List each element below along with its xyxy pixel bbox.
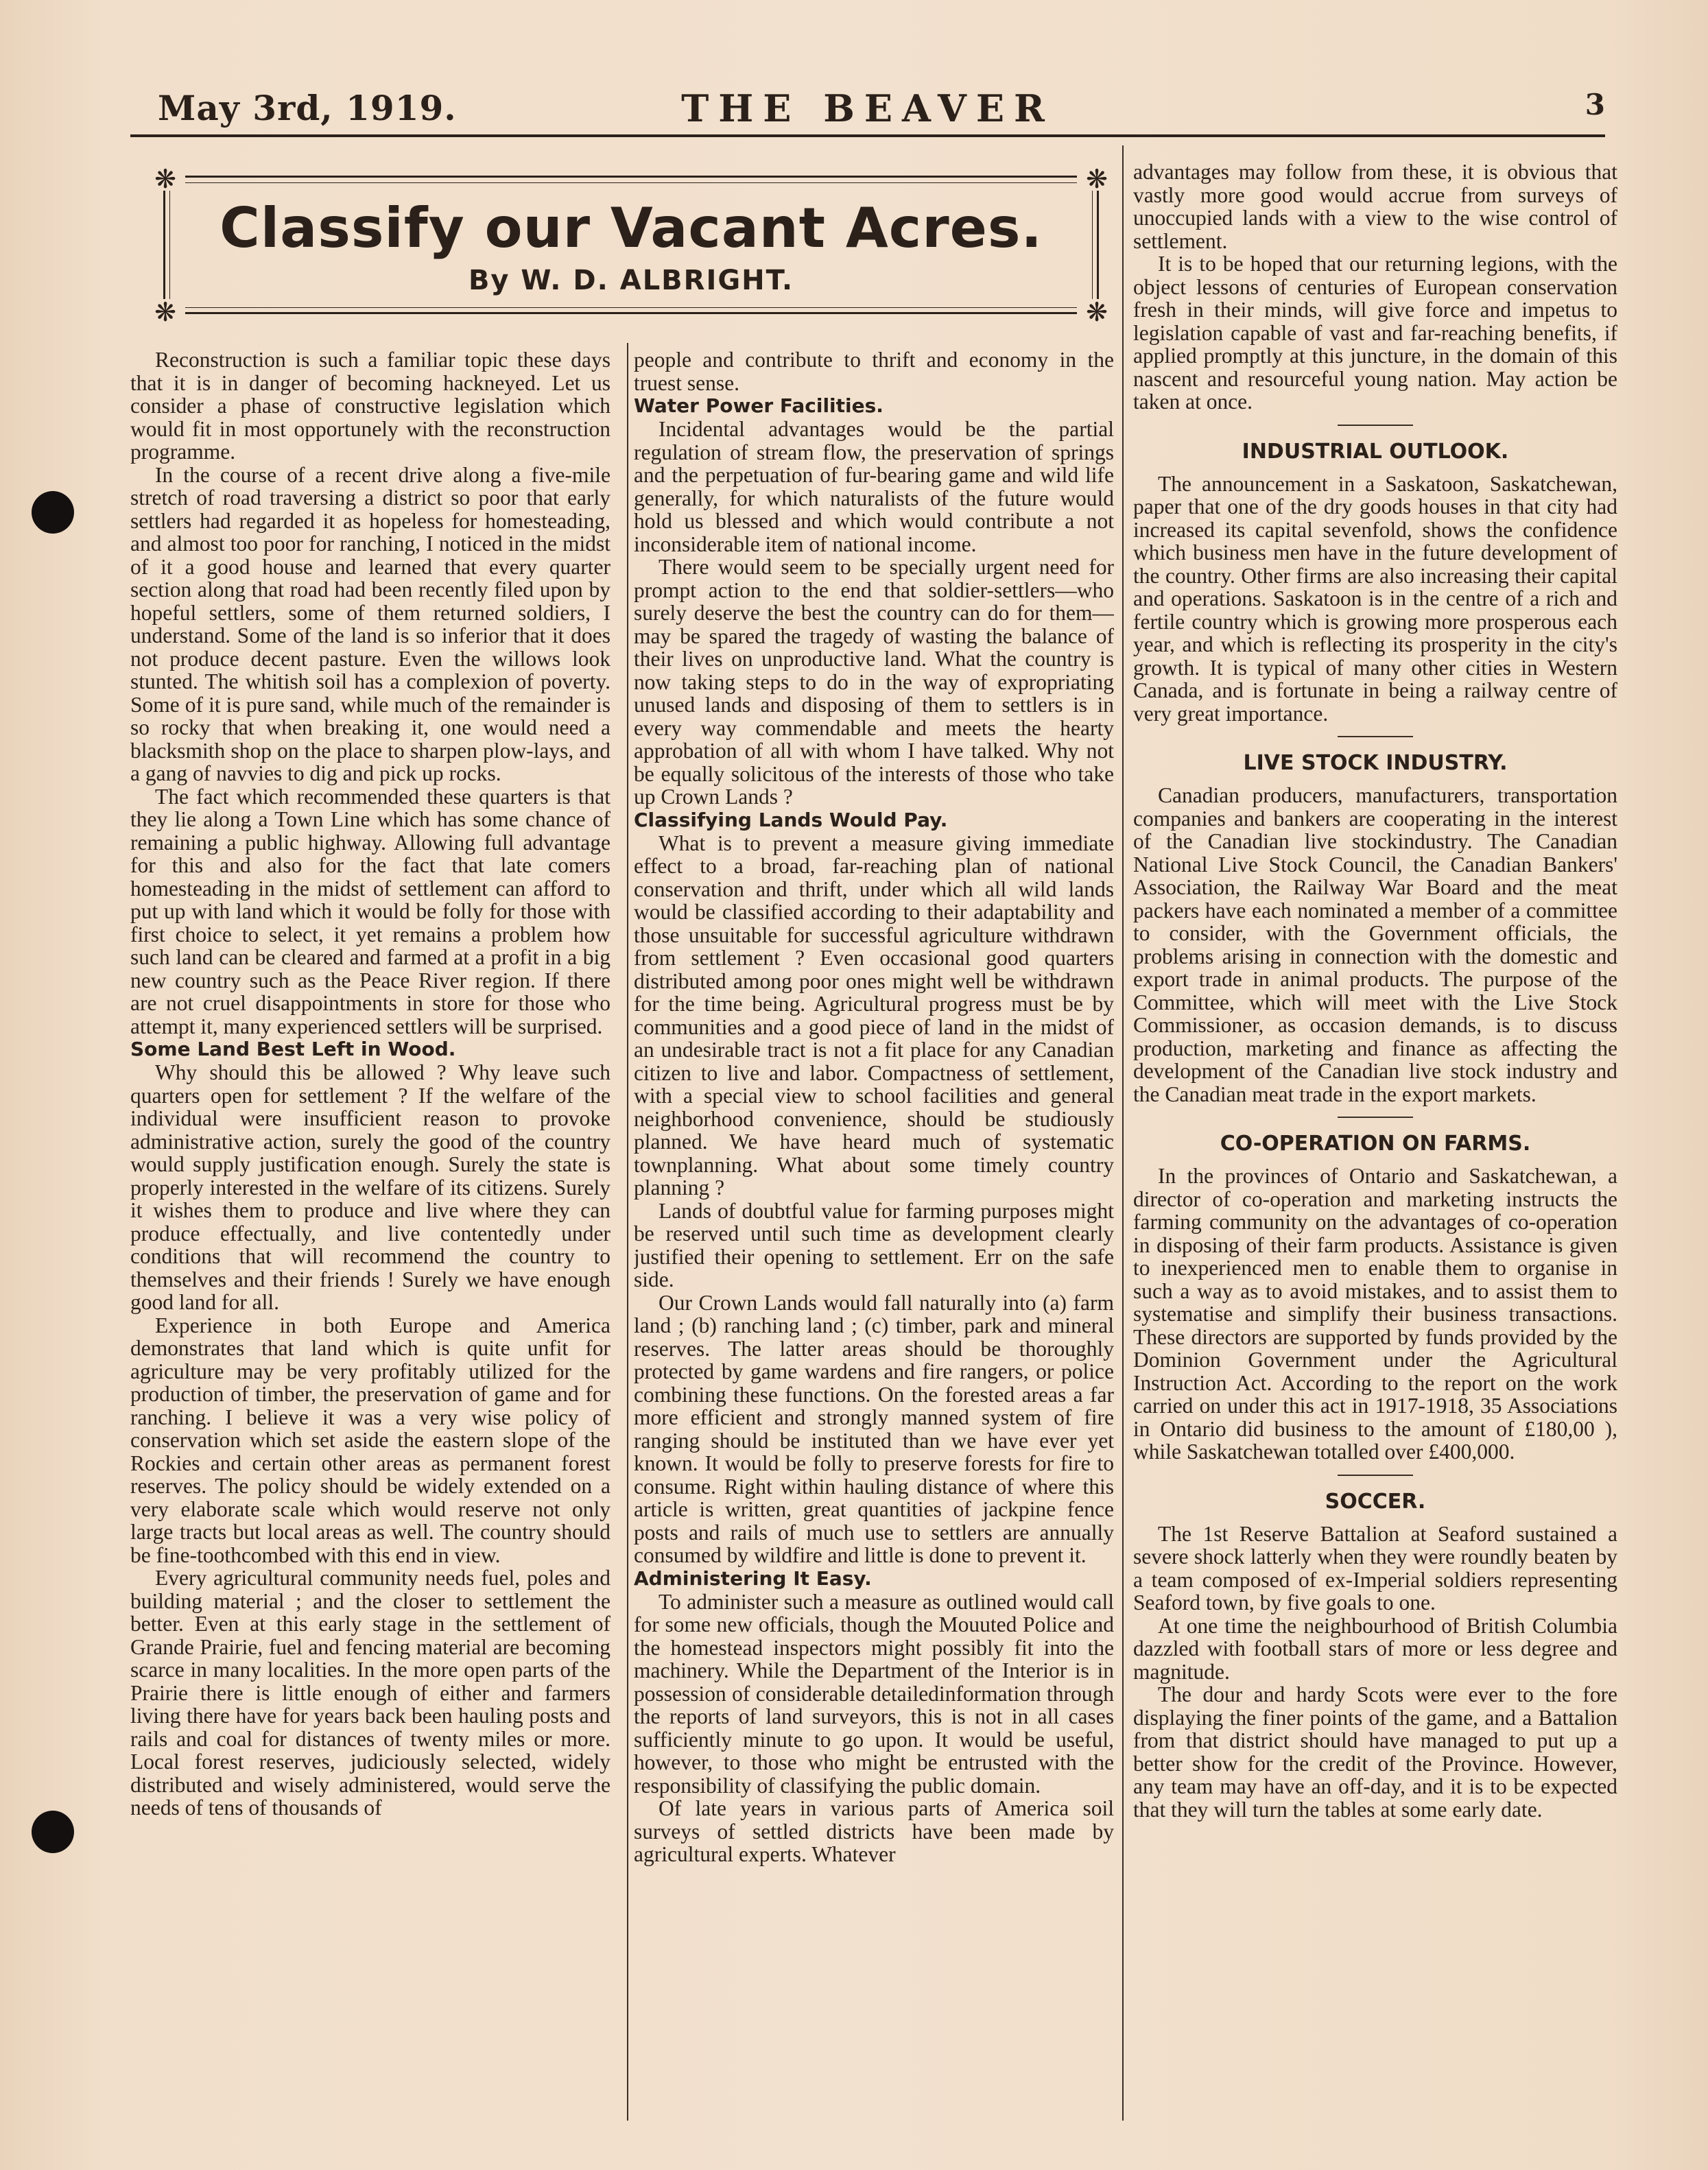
header-rule	[130, 134, 1605, 137]
column-divider-left	[627, 343, 628, 2121]
binder-hole	[32, 1811, 74, 1853]
masthead: THE BEAVER	[681, 86, 1054, 130]
column-divider-right	[1122, 145, 1124, 2121]
corner-ornament-icon: ❋	[1086, 297, 1108, 327]
paragraph: The dour and hardy Scots were ever to the fore displaying the finer points of the game, and a Battalion from that district should have managed to put up a better show for the credit of the Province. However, any team may have an off-day, and it is to be expected that they will turn the tables at some early date.	[1133, 1682, 1617, 1822]
title-box-bottom-rule	[185, 312, 1077, 314]
article-title: Classify our Vacant Acres.	[220, 196, 1043, 260]
title-box-left-rule	[163, 191, 165, 299]
paragraph: people and contribute to thrift and economy in the truest sense.	[634, 348, 1114, 395]
article-column-2	[634, 348, 1114, 2118]
page-number: 3	[1585, 88, 1605, 121]
paragraph: It is to be hoped that our returning legions, with the object lessons of centuries of European conservation fresh in their minds, will give force and impetus to legislation capable of vast and far-reaching benefits, if applied promptly at this juncture, in the domain of this nascent and resourceful young nation. May action be taken at once.	[1133, 252, 1617, 414]
paragraph: At one time the neighbourhood of British Columbia dazzled with football stars of more or less degree and magnitude.	[1133, 1613, 1617, 1684]
news-heading: CO-OPERATION ON FARMS.	[1220, 1132, 1531, 1156]
news-column-3	[1133, 160, 1617, 2122]
article-byline: By W. D. ALBRIGHT.	[468, 265, 794, 296]
section-separator	[1338, 1117, 1413, 1118]
paragraph: Why should this be allowed ? Why leave such quarters open for settlement ? If the welfare of the individual were insufficient reason to provoke administrative action, surely the good of the country would supply justification enough. Surely the state is properly interested in the welfare of its citizens. Surely it wishes them to produce and live where they can produce effectually, and live contentedly under conditions that will recommend the country to themselves and their friends ! Surely we have enough good land for all.	[130, 1060, 610, 1314]
section-separator	[1338, 425, 1413, 426]
paragraph: Experience in both Europe and America demonstrates that land which is quite unfit for agriculture may be very profitably utilized for the production of timber, the preservation of game and for ranching. I believe it was a very wise policy of conservation which set aside the eastern slope of the Rockies and certain other areas as permanent forest reserves. The policy should be widely extended on a very elaborate scale which would reserve not only large tracts but local areas as well. The country should be fine-toothcombed with this end in view.	[130, 1313, 610, 1567]
news-heading: LIVE STOCK INDUSTRY.	[1243, 751, 1508, 775]
corner-ornament-icon: ❋	[154, 164, 176, 194]
paragraph: The 1st Reserve Battalion at Seaford sustained a severe shock latterly when they were roundly beaten by a team composed of ex-Imperial soldiers representing Seaford town, by five goals to one.	[1133, 1521, 1617, 1614]
corner-ornament-icon: ❋	[1086, 164, 1108, 194]
title-box-right-rule-thin	[1092, 191, 1093, 299]
title-box-top-rule	[185, 176, 1077, 178]
title-box-right-rule	[1097, 191, 1099, 299]
title-box-bottom-rule-thin	[185, 307, 1077, 308]
title-box-left-rule-thin	[169, 191, 170, 299]
news-heading: SOCCER.	[1325, 1489, 1426, 1514]
paragraph: Every agricultural community needs fuel, poles and building material ; and the closer to settlement the better. Even at this early stage in the settlement of Grande Prairie, fuel and fencing material are becoming scarce in many localities. In the more open parts of the Prairie there is little enough of either and farmers living there have for years back been hauling posts and rails and coal for distances of twenty miles or more. Local forest reserves, judiciously selected, widely distributed and wisely administered, would serve the needs of tens of thousands of	[130, 1566, 610, 1820]
article-column-1	[130, 348, 610, 2118]
paragraph: Canadian producers, manufacturers, transportation companies and bankers are cooperating in the interest of the Canadian live stockindustry. The Canadian National Live Stock Council, the Canadian Bankers' Association, the Railway War Board and the meat packers have each nominated a member of a committee to consider, with the Government officials, the problems arising in connection with the domestic and export trade in animal products. The purpose of the Committee, which will meet with the Live Stock Commissioner, as occasion demands, is to discuss production, marketing and finance as affecting the development of the Canadian live stock industry and the Canadian meat trade in the export markets.	[1133, 783, 1617, 1106]
paragraph: To administer such a measure as outlined would call for some new officials, though the Mouuted Police and the homestead inspectors might possibly fit into the machinery. While the Department of the Interior is in possession of considerable detailedinformation through the reports of land surveyors, this is not in all cases sufficiently minute to go upon. It would be useful, however, to those who might be entrusted with the responsibility of classifying the public domain.	[634, 1589, 1114, 1798]
section-subheading: Classifying Lands Would Pay.	[634, 808, 948, 831]
article-title-box	[151, 163, 1111, 326]
page-header	[130, 81, 1605, 136]
section-subheading: Water Power Facilities.	[634, 394, 883, 417]
corner-ornament-icon: ❋	[154, 297, 176, 327]
news-heading: INDUSTRIAL OUTLOOK.	[1242, 439, 1509, 464]
binder-hole	[32, 491, 74, 534]
paragraph: What is to prevent a measure giving immediate effect to a broad, far-reaching plan of national conservation and thrift, under which all wild lands would be classified according to their adaptability and those unsuitable for successful agriculture withdrawn from settlement ? Even occasional good quarters distributed among poor ones might well be withdrawn for the time being. Agricultural progress must be by communities and a good piece of land in the midst of an undesirable tract is not a fit place for any Canadian citizen to live and labor. Compactness of settlement, with a special view to school facilities and general neighborhood convenience, should be studiously planned. We have heard much of systematic townplanning. What about some timely country planning ?	[634, 831, 1114, 1200]
issue-date: May 3rd, 1919.	[158, 88, 457, 128]
paragraph: In the course of a recent drive along a five-mile stretch of road traversing a district so poor that early settlers had regarded it as hopeless for homesteading, and almost too poor for ranching, I noticed in the midst of it a good house and learned that every quarter section along that road had been recently filed upon by hopeful settlers, some of them returned soldiers, I understand. Some of the land is so inferior that it does not produce decent pasture. Even the willows look stunted. The whitish soil has a complexion of poverty. Some of it is pure sand, while much of the remainder is so rocky that when breaking it, one would need a blacksmith shop on the place to sharpen plow-lays, and a gang of navvies to dig and pick up rocks.	[130, 462, 610, 785]
paragraph: The announcement in a Saskatoon, Saskatchewan, paper that one of the dry goods houses in that city had increased its capital sevenfold, shows the confidence which business men have in the future development of the country. Other firms are also increasing their capital and operations. Saskatoon is in the centre of a rich and fertile country which is growing more prosperous each year, and which is reflecting its prosperity in the city's growth. It is typical of many other cities in Western Canada, and is fortunate in being a railway centre of very great importance.	[1133, 471, 1617, 726]
paragraph: Incidental advantages would be the partial regulation of stream flow, the preservation of springs and the perpetuation of fur-bearing game and wild life generally, for which naturalists of the future would hold us blessed and which would contribute a not inconsiderable item of national income.	[634, 417, 1114, 556]
paragraph: Lands of doubtful value for farming purposes might be reserved until such time as development clearly justified their opening to settlement. Err on the safe side.	[634, 1198, 1114, 1291]
paragraph: advantages may follow from these, it is obvious that vastly more good would accrue from surveys of unoccupied lands with a view to the wise control of settlement.	[1133, 160, 1617, 253]
section-subheading: Some Land Best Left in Wood.	[130, 1038, 456, 1060]
section-separator	[1338, 1475, 1413, 1476]
paragraph: There would seem to be specially urgent need for prompt action to the end that soldier-settlers—who surely deserve the best the country can do for them—may be spared the tragedy of wasting the balance of their lives on unproductive land. What the country is now taking steps to do in the way of expropriating unused lands and disposing of them to settlers is in every way commendable and meets the hearty approbation of all with whom I have talked. Why not be equally solicitous of the interests of those who take up Crown Lands ?	[634, 555, 1114, 809]
paragraph: Our Crown Lands would fall naturally into (a) farm land ; (b) ranching land ; (c) timber, park and mineral reserves. The latter areas should be thoroughly protected by game wardens and fire rangers, or police combining these functions. On the forested areas a far more efficient and strongly manned system of fire ranging should be instituted than we have ever yet known. It would be folly to preserve forests for fire to consume. Right within hauling distance of where this article is written, great quantities of jackpine fence posts and rails of much use to settlers are annually consumed by wildfire and little is done to prevent it.	[634, 1290, 1114, 1567]
paragraph: The fact which recommended these quarters is that they lie along a Town Line which has some chance of remaining a public highway. Allowing full advantage for this and also for the fact that late comers homesteading in the midst of settlement can afford to put up with land which it would be folly for those with first choice to select, it yet remains a problem how such land can be cleared and farmed at a profit in a big new country such as the Peace River region. If there are not cruel disappointments in store for those who attempt it, many experienced settlers will be surprised.	[130, 784, 610, 1038]
section-separator	[1338, 736, 1413, 737]
paragraph: Of late years in various parts of America soil surveys of settled districts have been made by agricultural experts. Whatever	[634, 1796, 1114, 1866]
paragraph: Reconstruction is such a familiar topic these days that it is in danger of becoming hackneyed. Let us consider a phase of constructive legislation which would fit in most opportunely with the reconstruction programme.	[130, 348, 610, 464]
paragraph: In the provinces of Ontario and Saskatchewan, a director of co-operation and marketing instructs the farming community on the advantages of co-operation in disposing of their farm products. Assistance is given to inexperienced men to enable them to organise in such a way as to avoid mistakes, and to assist them to systematise and simplify their business transactions. These directors are supported by funds provided by the Dominion Government under the Agricultural Instruction Act. According to the report on the work carried on under this act in 1917-1918, 35 Associations in Ontario did business to the amount of £180,00 ), while Saskatchewan totalled over £400,000.	[1133, 1164, 1617, 1464]
title-box-top-rule-thin	[185, 182, 1077, 183]
section-subheading: Administering It Easy.	[634, 1566, 872, 1590]
